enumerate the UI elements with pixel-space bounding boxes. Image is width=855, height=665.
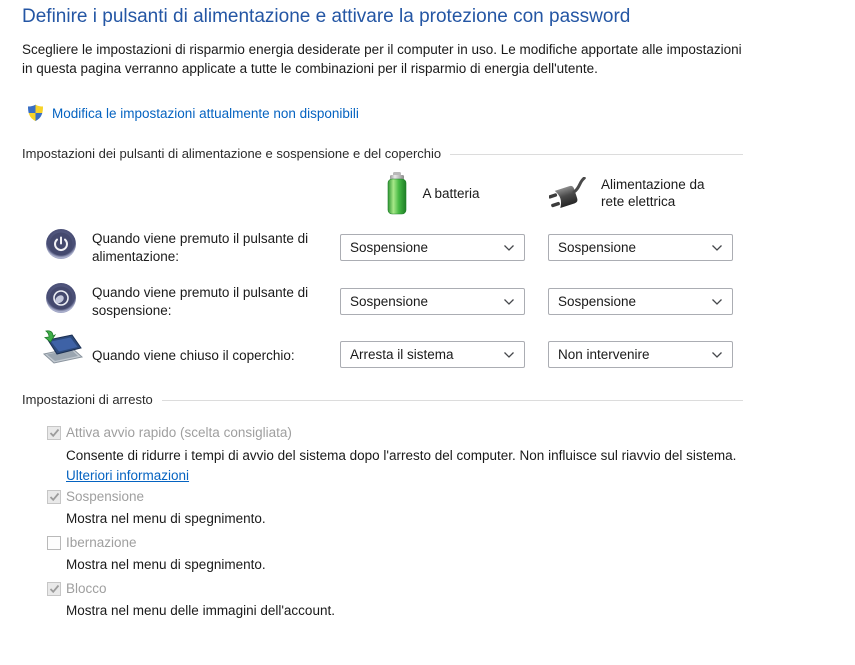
sleep-button-icon bbox=[45, 282, 77, 314]
buttons-section-title: Impostazioni dei pulsanti di alimentazione e sospensione e del coperchio bbox=[22, 146, 442, 161]
hibernate-menu-label: Ibernazione bbox=[66, 535, 137, 550]
lid-close-ac-select[interactable] bbox=[548, 341, 733, 368]
power-button-ac-value: Sospensione bbox=[558, 240, 637, 255]
lid-close-icon bbox=[36, 330, 84, 368]
battery-column-label: A batteria bbox=[422, 186, 480, 201]
lid-close-ac-value: Non intervenire bbox=[558, 347, 650, 362]
chevron-down-icon bbox=[711, 298, 723, 306]
more-info-link[interactable]: Ulteriori informazioni bbox=[66, 468, 190, 483]
lid-close-row-label: Quando viene chiuso il coperchio: bbox=[92, 348, 295, 363]
shutdown-section-header bbox=[22, 392, 743, 407]
power-button-battery-select[interactable] bbox=[340, 234, 525, 261]
page-title: Definire i pulsanti di alimentazione e attivare la protezione con password bbox=[22, 6, 631, 27]
section-divider bbox=[450, 154, 743, 155]
hibernate-menu-description: Mostra nel menu di spegnimento. bbox=[66, 557, 266, 572]
chevron-down-icon bbox=[503, 298, 515, 306]
buttons-section-header bbox=[22, 146, 743, 161]
chevron-down-icon bbox=[503, 351, 515, 359]
shutdown-section-title: Impostazioni di arresto bbox=[22, 392, 153, 407]
sleep-button-ac-select[interactable] bbox=[548, 288, 733, 315]
battery-icon bbox=[385, 172, 409, 215]
sleep-button-battery-value: Sospensione bbox=[350, 294, 429, 309]
power-button-ac-select[interactable] bbox=[548, 234, 733, 261]
lock-menu-checkbox[interactable] bbox=[47, 582, 61, 596]
page-description: Scegliere le impostazioni di risparmio energia desiderate per il computer in uso. Le modifiche apportate alle impostazioni in questa pagina verranno applicate a tutte le combinazioni per il risparmio di energia dell'utente. bbox=[22, 42, 742, 76]
power-button-icon bbox=[45, 228, 77, 260]
chevron-down-icon bbox=[711, 351, 723, 359]
sleep-button-battery-select[interactable] bbox=[340, 288, 525, 315]
fast-startup-label: Attiva avvio rapido (scelta consigliata) bbox=[66, 425, 292, 440]
fast-startup-checkbox[interactable] bbox=[47, 426, 61, 440]
lock-menu-label: Blocco bbox=[66, 581, 107, 596]
hibernate-menu-checkbox[interactable] bbox=[47, 536, 61, 550]
chevron-down-icon bbox=[711, 244, 723, 252]
uac-shield-icon bbox=[27, 104, 44, 122]
power-button-battery-value: Sospensione bbox=[350, 240, 429, 255]
admin-link-label: Modifica le impostazioni attualmente non disponibili bbox=[52, 105, 359, 121]
ac-column-header bbox=[549, 176, 713, 210]
sleep-menu-label: Sospensione bbox=[66, 489, 145, 504]
fast-startup-description bbox=[66, 446, 766, 486]
change-unavailable-settings-link[interactable] bbox=[27, 104, 359, 122]
battery-column-header bbox=[340, 172, 525, 215]
sleep-button-row-label: Quando viene premuto il pulsante di sospensione: bbox=[92, 285, 309, 318]
lid-close-battery-select[interactable] bbox=[340, 341, 525, 368]
plug-icon bbox=[549, 177, 591, 209]
sleep-button-ac-value: Sospensione bbox=[558, 294, 637, 309]
lock-menu-description: Mostra nel menu delle immagini dell'account. bbox=[66, 603, 335, 618]
fast-startup-description-text: Consente di ridurre i tempi di avvio del sistema dopo l'arresto del computer. Non influisce sul riavvio del sistema. bbox=[66, 448, 737, 463]
ac-column-label: Alimentazione da rete elettrica bbox=[601, 177, 705, 209]
power-button-row-label: Quando viene premuto il pulsante di alimentazione: bbox=[92, 231, 309, 264]
sleep-menu-description: Mostra nel menu di spegnimento. bbox=[66, 511, 266, 526]
section-divider bbox=[162, 400, 743, 401]
lid-close-battery-value: Arresta il sistema bbox=[350, 347, 454, 362]
sleep-menu-checkbox[interactable] bbox=[47, 490, 61, 504]
chevron-down-icon bbox=[503, 244, 515, 252]
